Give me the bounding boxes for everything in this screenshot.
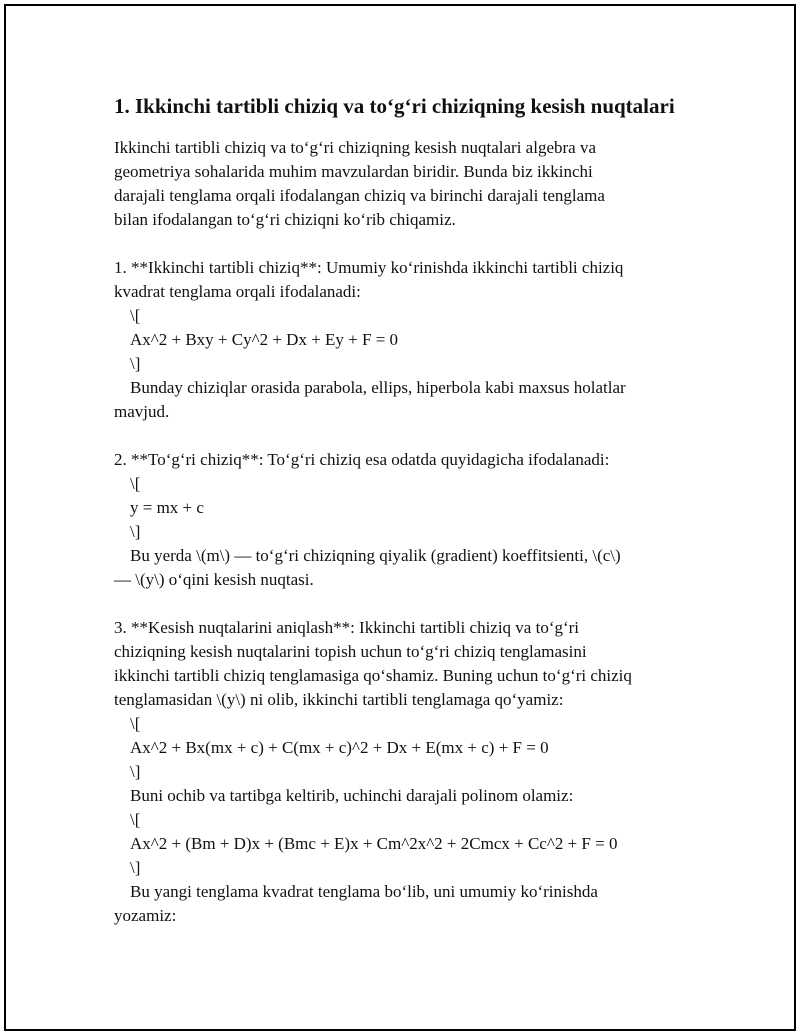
formula-close-delimiter: \] <box>130 858 141 877</box>
formula-expanded: Ax^2 + (Bm + D)x + (Bmc + E)x + Cm^2x^2 + 2Cmcx + Cc^2 + F = 0 <box>130 834 618 853</box>
section-text-line: Bu yerda \(m\) — to‘g‘ri chiziqning qiyalik (gradient) koeffitsienti, \(c\) <box>130 546 621 565</box>
section-text-line: kvadrat tenglama orqali ifodalanadi: <box>114 282 361 301</box>
section-text-line: chiziqning kesish nuqtalarini topish uchun to‘g‘ri chiziq tenglamasini <box>114 642 587 661</box>
formula-open-delimiter: \[ <box>130 474 141 493</box>
formula-line-equation: y = mx + c <box>130 498 204 517</box>
section-text-line: ikkinchi tartibli chiziq tenglamasiga qo‘shamiz. Buning uchun to‘g‘ri chiziq <box>114 666 632 685</box>
intro-paragraph <box>114 136 694 232</box>
document-title: 1. Ikkinchi tartibli chiziq va to‘g‘ri chiziqning kesish nuqtalari <box>114 94 675 118</box>
intro-line: geometriya sohalarida muhim mavzulardan biridir. Bunda biz ikkinchi <box>114 162 593 181</box>
section-text-line: mavjud. <box>114 402 170 421</box>
formula-close-delimiter: \] <box>130 522 141 541</box>
section-straight-line <box>114 448 694 592</box>
section-text-line: tenglamasidan \(y\) ni olib, ikkinchi tartibli tenglamaga qo‘yamiz: <box>114 690 564 709</box>
blank-line <box>114 232 694 256</box>
intro-line: bilan ifodalangan to‘g‘ri chiziqni ko‘rib chiqamiz. <box>114 210 456 229</box>
section-second-order-curve <box>114 256 694 424</box>
blank-line <box>114 592 694 616</box>
section-text-line: Bunday chiziqlar orasida parabola, ellips, hiperbola kabi maxsus holatlar <box>130 378 626 397</box>
document-body <box>114 92 694 928</box>
intro-line: darajali tenglama orqali ifodalangan chiziq va birinchi darajali tenglama <box>114 186 605 205</box>
formula-close-delimiter: \] <box>130 354 141 373</box>
formula-substituted: Ax^2 + Bx(mx + c) + C(mx + c)^2 + Dx + E(mx + c) + F = 0 <box>130 738 549 757</box>
formula-open-delimiter: \[ <box>130 810 141 829</box>
section-heading-line: 2. **To‘g‘ri chiziq**: To‘g‘ri chiziq esa odatda quyidagicha ifodalanadi: <box>114 450 610 469</box>
formula-general-conic: Ax^2 + Bxy + Cy^2 + Dx + Ey + F = 0 <box>130 330 399 349</box>
blank-line <box>114 424 694 448</box>
section-heading-line: 1. **Ikkinchi tartibli chiziq**: Umumiy ko‘rinishda ikkinchi tartibli chiziq <box>114 258 624 277</box>
section-text-line: yozamiz: <box>114 906 177 925</box>
formula-open-delimiter: \[ <box>130 306 141 325</box>
formula-open-delimiter: \[ <box>130 714 141 733</box>
section-text-line: Bu yangi tenglama kvadrat tenglama bo‘lib, uni umumiy ko‘rinishda <box>130 882 598 901</box>
section-heading-line: 3. **Kesish nuqtalarini aniqlash**: Ikkinchi tartibli chiziq va to‘g‘ri <box>114 618 580 637</box>
section-text-line: — \(y\) o‘qini kesish nuqtasi. <box>114 570 314 589</box>
section-text-line: Buni ochib va tartibga keltirib, uchinchi darajali polinom olamiz: <box>130 786 574 805</box>
formula-close-delimiter: \] <box>130 762 141 781</box>
section-intersection-points <box>114 616 694 928</box>
intro-line: Ikkinchi tartibli chiziq va to‘g‘ri chiziqning kesish nuqtalari algebra va <box>114 138 596 157</box>
